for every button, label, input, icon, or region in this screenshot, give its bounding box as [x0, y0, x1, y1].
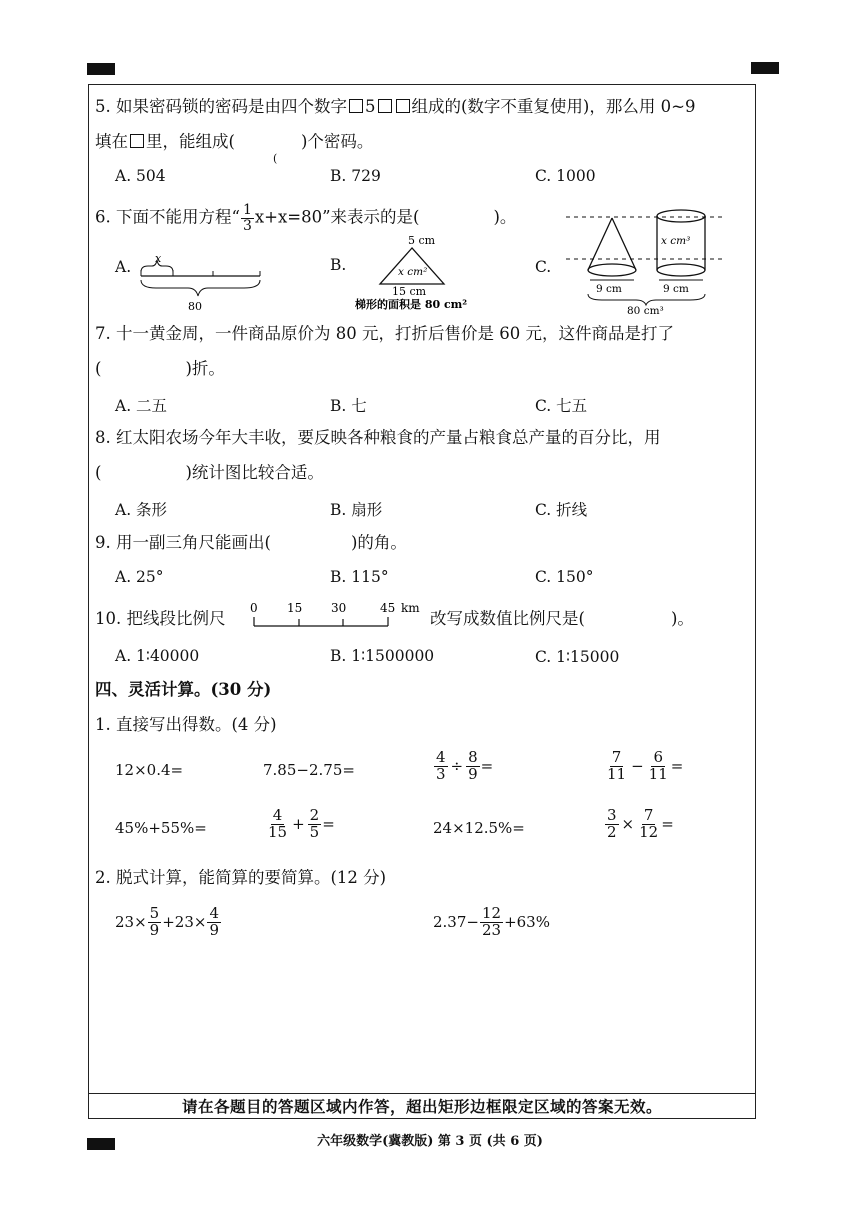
- q10-option-b[interactable]: B. 1∶1500000: [330, 647, 435, 665]
- q6-c-cyl-label: x cm³: [661, 235, 691, 247]
- q10-unit: km: [401, 601, 420, 615]
- q6-a-bottom-brace: [141, 280, 260, 296]
- blank-box: [396, 99, 410, 113]
- answer-area-notice: 请在各题目的答题区域内作答，超出矩形边框限定区域的答案无效。: [89, 1093, 755, 1119]
- q6-b-caption: 梯形的面积是 80 cm²: [355, 298, 468, 311]
- q6-c-cylinder-base: [657, 264, 705, 276]
- calc-r1c4: $\frac{7}{11}$ − $\frac{6}{11}$ =: [607, 748, 684, 783]
- calc-expr1: 23× $\frac{5}{9}$ +23× $\frac{4}{9}$: [115, 904, 219, 939]
- calc-r2c3: 24×12.5%=: [433, 819, 525, 837]
- blank-box: [349, 99, 363, 113]
- fraction: $\frac{4}{15}$: [268, 806, 288, 841]
- fraction: $\frac{3}{2}$: [607, 806, 617, 841]
- fraction: $\frac{6}{11}$: [648, 748, 668, 783]
- q7-line1: 7. 十一黄金周，一件商品原价为 80 元，打折后售价是 60 元，这件商品是打了: [95, 324, 674, 343]
- q5-line1: 5. 如果密码锁的密码是由四个数字 5 组成的(数字不重复使用)，那么用 0~9: [95, 97, 696, 116]
- q6-b-bottom-label: 15 cm: [392, 285, 427, 298]
- q9-option-b[interactable]: B. 115°: [330, 568, 389, 586]
- calc-r1c3: $\frac{4}{3}$ ÷ $\frac{8}{9}$ =: [436, 748, 494, 783]
- q8-option-b[interactable]: B. 扇形: [330, 501, 383, 519]
- fraction: $\frac{4}{9}$: [209, 904, 219, 939]
- q10-tick-label: 15: [287, 601, 303, 615]
- q10-option-a[interactable]: A. 1∶40000: [115, 647, 200, 665]
- q6-a-x-label: x: [155, 254, 162, 265]
- q9-option-a[interactable]: A. 25°: [115, 568, 164, 586]
- q5-option-a[interactable]: A. 504: [115, 167, 166, 185]
- q7-line2: ( )折。: [95, 359, 225, 378]
- fraction: $\frac{7}{12}$: [639, 806, 659, 841]
- blank-box: [130, 134, 144, 148]
- q6-a-total-label: 80: [188, 300, 202, 313]
- q6-stem: 6. 下面不能用方程“ $\frac{1}{3}$ x+x=80”来表示的是( )。: [95, 202, 517, 234]
- q6-c-cylinder-top: [657, 210, 705, 222]
- q6-option-b-diagram: [350, 232, 500, 312]
- q8-option-a[interactable]: A. 条形: [115, 501, 168, 519]
- q7-option-c[interactable]: C. 七五: [535, 397, 588, 415]
- q6-b-area-label: x cm²: [398, 266, 428, 278]
- page-footer: 六年级数学(冀教版) 第 3 页 (共 6 页): [317, 1134, 543, 1149]
- q6-option-c-label[interactable]: C.: [535, 258, 552, 276]
- fraction: $\frac{4}{3}$: [436, 748, 446, 783]
- q6-c-bottom-brace: [588, 294, 705, 305]
- q8-line2: ( )统计图比较合适。: [95, 463, 324, 482]
- calc-r2c2: $\frac{4}{15}$ + $\frac{2}{5}$ =: [268, 806, 335, 841]
- q10-line-segment-scale: [247, 598, 427, 634]
- q10-tick-label: 0: [250, 601, 258, 615]
- q6-option-a-diagram: [136, 254, 266, 314]
- section-4-title: 四、灵活计算。(30 分): [95, 680, 272, 699]
- q6-b-top-label: 5 cm: [408, 234, 436, 247]
- registration-mark-top-right: [751, 62, 779, 74]
- q10-tick-label: 30: [331, 601, 347, 615]
- q6-c-cone: [588, 218, 636, 270]
- q6-a-top-brace: [141, 260, 173, 272]
- q6-c-right-label: 9 cm: [663, 283, 689, 295]
- q6-c-cone-base: [588, 264, 636, 276]
- registration-mark-top-left: [87, 63, 115, 75]
- q10-option-c[interactable]: C. 1∶15000: [535, 648, 620, 666]
- fraction: $\frac{12}{23}$: [481, 904, 502, 939]
- q7-option-b[interactable]: B. 七: [330, 397, 367, 415]
- q6-option-b-label[interactable]: B.: [330, 256, 347, 274]
- q5-line2: 填在 里，能组成( ( )个密码。: [95, 132, 374, 165]
- section-4-sub1: 1. 直接写出得数。(4 分): [95, 715, 277, 734]
- fraction: $\frac{7}{11}$: [607, 748, 627, 783]
- blank-box: [378, 99, 392, 113]
- q7-option-a[interactable]: A. 二五: [115, 397, 168, 415]
- q9-line: 9. 用一副三角尺能画出( )的角。: [95, 533, 407, 552]
- fraction: $\frac{5}{9}$: [149, 904, 160, 939]
- q10-stem-a: 10. 把线段比例尺: [95, 609, 226, 628]
- fraction: $\frac{8}{9}$: [468, 748, 478, 783]
- q5-option-b[interactable]: B. 729: [330, 167, 381, 185]
- section-4-sub2: 2. 脱式计算，能简算的要简算。(12 分): [95, 868, 387, 887]
- q6-c-left-label: 9 cm: [596, 283, 622, 295]
- q6-c-total-label: 80 cm³: [627, 305, 664, 314]
- calc-r2c1: 45%+55%=: [115, 819, 207, 837]
- fraction: $\frac{2}{5}$: [309, 806, 320, 841]
- calc-r1c1: 12×0.4=: [115, 761, 184, 779]
- q10-tick-label: 45: [380, 601, 396, 615]
- q9-option-c[interactable]: C. 150°: [535, 568, 594, 586]
- calc-r2c4: $\frac{3}{2}$ × $\frac{7}{12}$ =: [607, 806, 674, 841]
- q5-option-c[interactable]: C. 1000: [535, 167, 596, 185]
- q6-option-c-diagram: [566, 204, 726, 314]
- fraction: $\frac{1}{3}$: [242, 202, 252, 234]
- calc-r1c2: 7.85−2.75=: [263, 761, 355, 779]
- q10-stem-b: 改写成数值比例尺是( )。: [430, 609, 694, 628]
- q8-option-c[interactable]: C. 折线: [535, 501, 588, 519]
- q6-option-a-label[interactable]: A.: [115, 258, 132, 276]
- calc-expr2: 2.37− $\frac{12}{23}$ +63%: [433, 904, 550, 939]
- q8-line1: 8. 红太阳农场今年大丰收，要反映各种粮食的产量占粮食总产量的百分比，用: [95, 428, 661, 447]
